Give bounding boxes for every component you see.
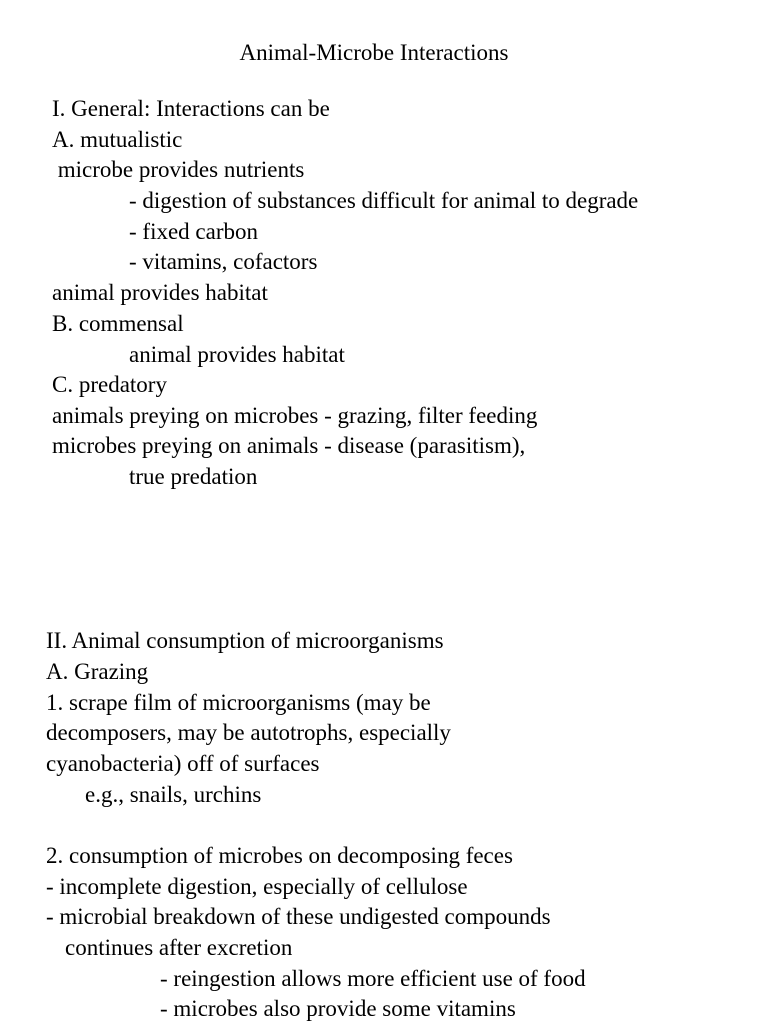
section-2-item-2-heading: 2. consumption of microbes on decomposing feces (46, 843, 513, 868)
section-2-item-1-line: decomposers, may be autotrophs, especially (46, 720, 451, 745)
section-1-a-animal-line: animal provides habitat (52, 280, 268, 305)
section-1-c-line: true predation (129, 464, 258, 489)
section-1-c-line: animals preying on microbes - grazing, filter feeding (52, 403, 538, 428)
section-2-item-2-line: - microbial breakdown of these undigested compounds (46, 904, 551, 929)
section-2-item-2-continue: continues after excretion (65, 935, 293, 960)
section-1-a-item: - vitamins, cofactors (129, 249, 318, 274)
section-1-a-item: - fixed carbon (129, 219, 258, 244)
section-1-c-heading: C. predatory (52, 372, 167, 397)
section-2-item-2-sub: - microbes also provide some vitamins (160, 996, 516, 1021)
section-2-item-2-line: - incomplete digestion, especially of cellulose (46, 874, 468, 899)
section-1-b-heading: B. commensal (52, 311, 184, 336)
section-2-item-2-sub: - reingestion allows more efficient use of food (160, 966, 586, 991)
section-2-item-1-example: e.g., snails, urchins (85, 782, 262, 807)
section-1-a-item: - digestion of substances difficult for animal to degrade (129, 188, 639, 213)
section-1-a-heading: A. mutualistic (52, 127, 183, 152)
section-2-item-1-line: cyanobacteria) off of surfaces (46, 751, 320, 776)
section-1-a-microbe-line: microbe provides nutrients (52, 157, 305, 182)
section-2-a-heading: A. Grazing (46, 659, 149, 684)
section-1-heading: I. General: Interactions can be (52, 96, 330, 121)
section-1-b-animal-line: animal provides habitat (129, 342, 345, 367)
document-title: Animal-Microbe Interactions (239, 40, 509, 65)
section-2-item-1-line: 1. scrape film of microorganisms (may be (46, 690, 431, 715)
section-2-heading: II. Animal consumption of microorganisms (46, 628, 444, 653)
section-1-c-line: microbes preying on animals - disease (parasitism), (52, 433, 526, 458)
